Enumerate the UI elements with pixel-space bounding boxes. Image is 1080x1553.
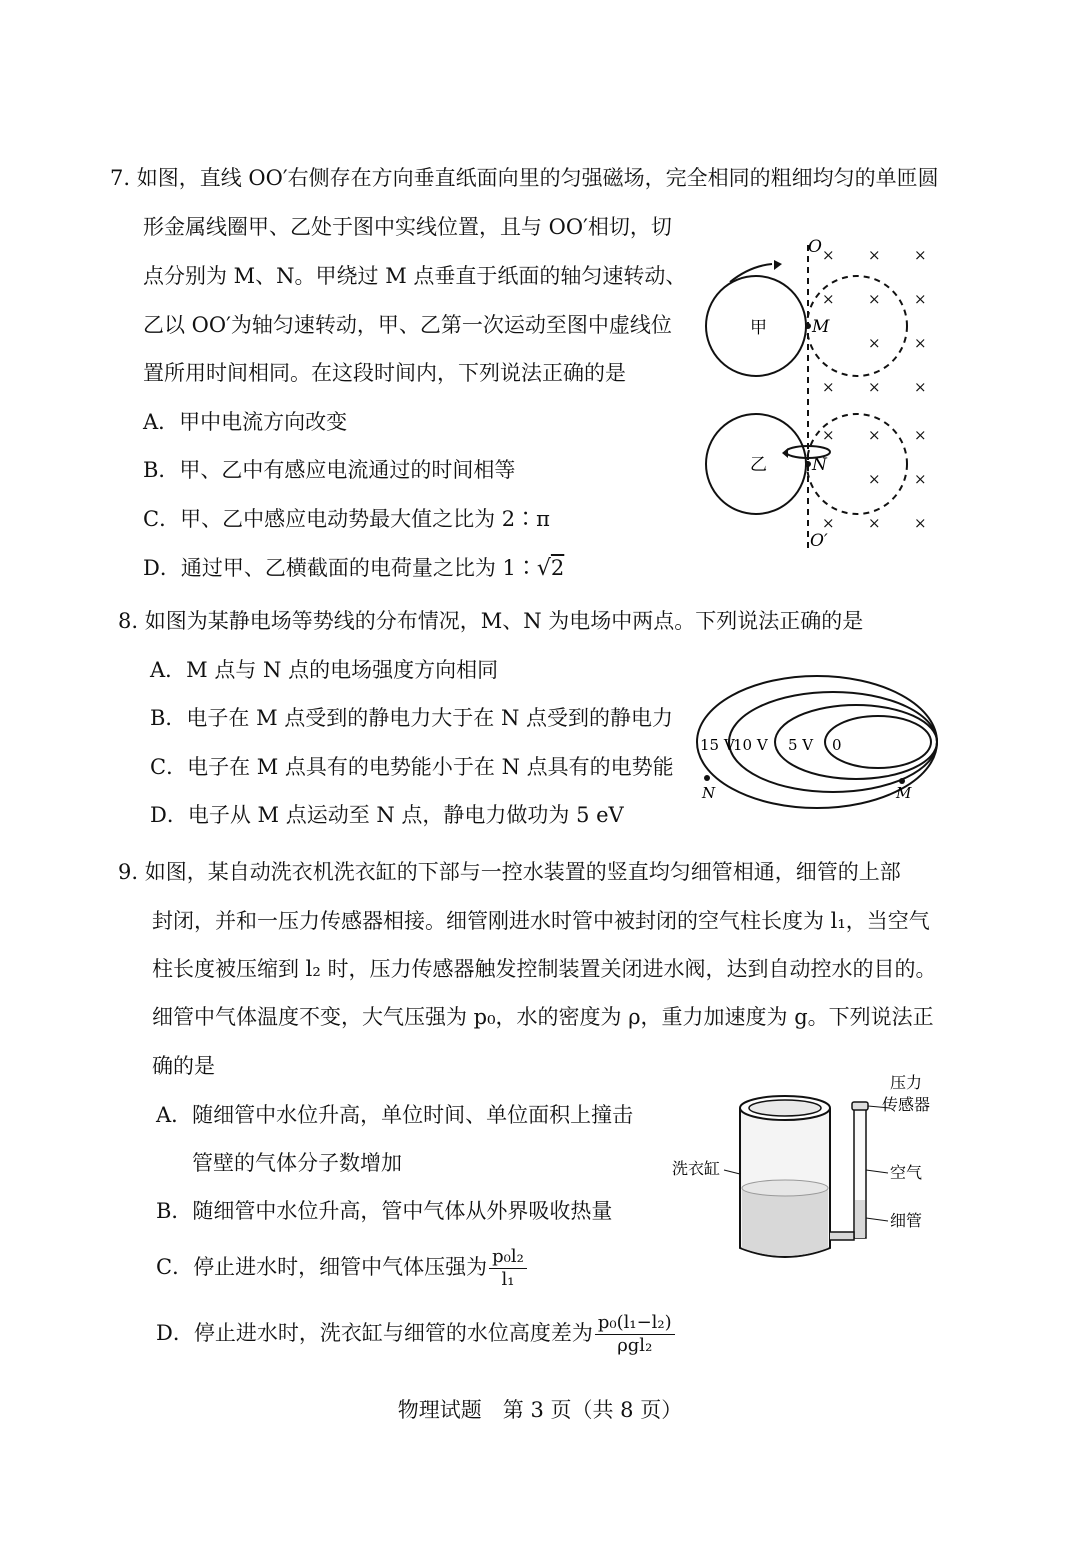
field-mark: ×: [914, 426, 927, 444]
fraction: [595, 1312, 675, 1357]
leader-line: [866, 1218, 888, 1221]
q9-option-c-text: C．停止进水时，细管中气体压强为: [156, 1255, 488, 1279]
tub-water: [742, 1188, 828, 1256]
arrow-head-icon: [774, 260, 782, 270]
q8-option-b: B．电子在 M 点受到的静电力大于在 N 点受到的静电力: [150, 706, 674, 730]
field-mark: ×: [868, 246, 881, 264]
arrow-head-icon: [782, 448, 788, 458]
q9-line-1: 9. 如图，某自动洗衣机洗衣缸的下部与一控水装置的竖直均匀细管相通，细管的上部: [118, 860, 901, 884]
q7-line-1: 7. 如图，直线 OO′右侧存在方向垂直纸面向里的匀强磁场，完全相同的粗细均匀的单匝圆: [110, 166, 939, 190]
field-mark: ×: [914, 378, 927, 396]
field-mark: ×: [868, 426, 881, 444]
q9-line-5: 确的是: [152, 1054, 215, 1078]
water-surface: [742, 1180, 828, 1196]
field-mark: ×: [822, 426, 835, 444]
label-n: N: [812, 455, 827, 475]
q8-figure: [690, 660, 950, 810]
field-mark: ×: [914, 290, 927, 308]
q9-option-d-text: D．停止进水时，洗衣缸与细管的水位高度差为: [156, 1321, 593, 1345]
q7-line-2: 形金属线圈甲、乙处于图中实线位置，且与 OO′相切，切: [143, 215, 672, 239]
field-mark: ×: [822, 378, 835, 396]
q9-option-b: B．随细管中水位升高，管中气体从外界吸收热量: [156, 1199, 613, 1223]
label-10v: 10 V: [733, 736, 768, 754]
field-mark: ×: [822, 514, 835, 532]
pressure-sensor: [852, 1102, 868, 1110]
q9-option-a-1: A．随细管中水位升高，单位时间、单位面积上撞击: [156, 1103, 634, 1127]
fraction-numerator: p₀(l₁−l₂): [595, 1312, 675, 1335]
point-n: [704, 775, 710, 781]
tube-water: [855, 1200, 865, 1238]
fraction: [489, 1246, 527, 1291]
label-m: M: [896, 784, 912, 802]
q7-line-4: 乙以 OO′为轴匀速转动，甲、乙第一次运动至图中虚线位: [143, 313, 672, 337]
q7-option-c: C．甲、乙中感应电动势最大值之比为 2∶π: [143, 507, 550, 531]
tub-inner-rim: [749, 1100, 821, 1116]
label-5v: 5 V: [788, 736, 814, 754]
label-tub: 洗衣缸: [672, 1159, 721, 1178]
leader-line: [724, 1170, 740, 1174]
q9-line-3: 柱长度被压缩到 l₂ 时，压力传感器触发控制装置关闭进水阀，达到自动控水的目的。: [152, 957, 937, 981]
q9-line-4: 细管中气体温度不变，大气压强为 p₀，水的密度为 ρ，重力加速度为 g。下列说法正: [152, 1005, 934, 1029]
q9-option-c: [156, 1246, 527, 1291]
field-mark: ×: [822, 290, 835, 308]
field-mark: ×: [868, 470, 881, 488]
label-0v: 0: [832, 736, 842, 754]
label-sensor-2: 传感器: [882, 1095, 931, 1114]
q7-option-b: B．甲、乙中有感应电流通过的时间相等: [143, 458, 516, 482]
q8-option-c: C．电子在 M 点具有的电势能小于在 N 点具有的电势能: [150, 755, 674, 779]
label-jia: 甲: [750, 318, 767, 338]
field-mark: ×: [914, 514, 927, 532]
field-mark: ×: [914, 334, 927, 352]
q7-option-d: [143, 553, 564, 584]
field-mark: ×: [914, 246, 927, 264]
sqrt-symbol: √: [536, 556, 551, 581]
fraction-numerator: p₀l₂: [489, 1246, 527, 1269]
q7-line-5: 置所用时间相同。在这段时间内，下列说法正确的是: [143, 361, 626, 385]
fraction-denominator: l₁: [501, 1269, 515, 1290]
label-sensor-1: 压力: [890, 1073, 923, 1092]
q9-figure: [668, 1070, 948, 1280]
label-o-prime: O′: [810, 531, 828, 551]
field-mark: ×: [868, 290, 881, 308]
q9-line-2: 封闭，并和一压力传感器相接。细管刚进水时管中被封闭的空气柱长度为 l₁，当空气: [152, 909, 930, 933]
label-m: M: [812, 317, 830, 337]
label-o: O: [808, 237, 822, 257]
field-mark: ×: [822, 246, 835, 264]
q8-stem: 8. 如图为某静电场等势线的分布情况，M、N 为电场中两点。下列说法正确的是: [118, 609, 864, 633]
q7-figure: [700, 230, 950, 560]
q7-line-3: 点分别为 M、N。甲绕过 M 点垂直于纸面的轴匀速转动、: [143, 264, 687, 288]
q7-option-a: A．甲中电流方向改变: [143, 410, 348, 434]
field-mark: ×: [868, 514, 881, 532]
fraction-denominator: ρgl₂: [617, 1335, 653, 1356]
field-mark: ×: [868, 334, 881, 352]
q9-option-d: [156, 1312, 675, 1357]
label-yi: 乙: [750, 455, 767, 475]
leader-line: [866, 1170, 888, 1173]
q8-option-d: D．电子从 M 点运动至 N 点，静电力做功为 5 eV: [150, 803, 624, 827]
label-tube: 细管: [890, 1211, 923, 1230]
point-n: [805, 461, 811, 467]
point-m: [805, 323, 811, 329]
q7-option-d-text: D．通过甲、乙横截面的电荷量之比为 1∶: [143, 556, 537, 580]
field-mark: ×: [914, 470, 927, 488]
magnetic-field-marks: [822, 246, 927, 532]
q9-option-a-2: 管壁的气体分子数增加: [192, 1151, 402, 1175]
label-15v: 15 V: [700, 736, 735, 754]
label-n: N: [702, 784, 716, 802]
field-mark: ×: [868, 378, 881, 396]
q8-option-a: A．M 点与 N 点的电场强度方向相同: [150, 658, 499, 682]
page-footer: 物理试题 第 3 页（共 8 页）: [397, 1398, 683, 1422]
sqrt-value: 2: [550, 556, 565, 580]
connecting-pipe: [830, 1232, 854, 1240]
label-air: 空气: [890, 1163, 923, 1182]
